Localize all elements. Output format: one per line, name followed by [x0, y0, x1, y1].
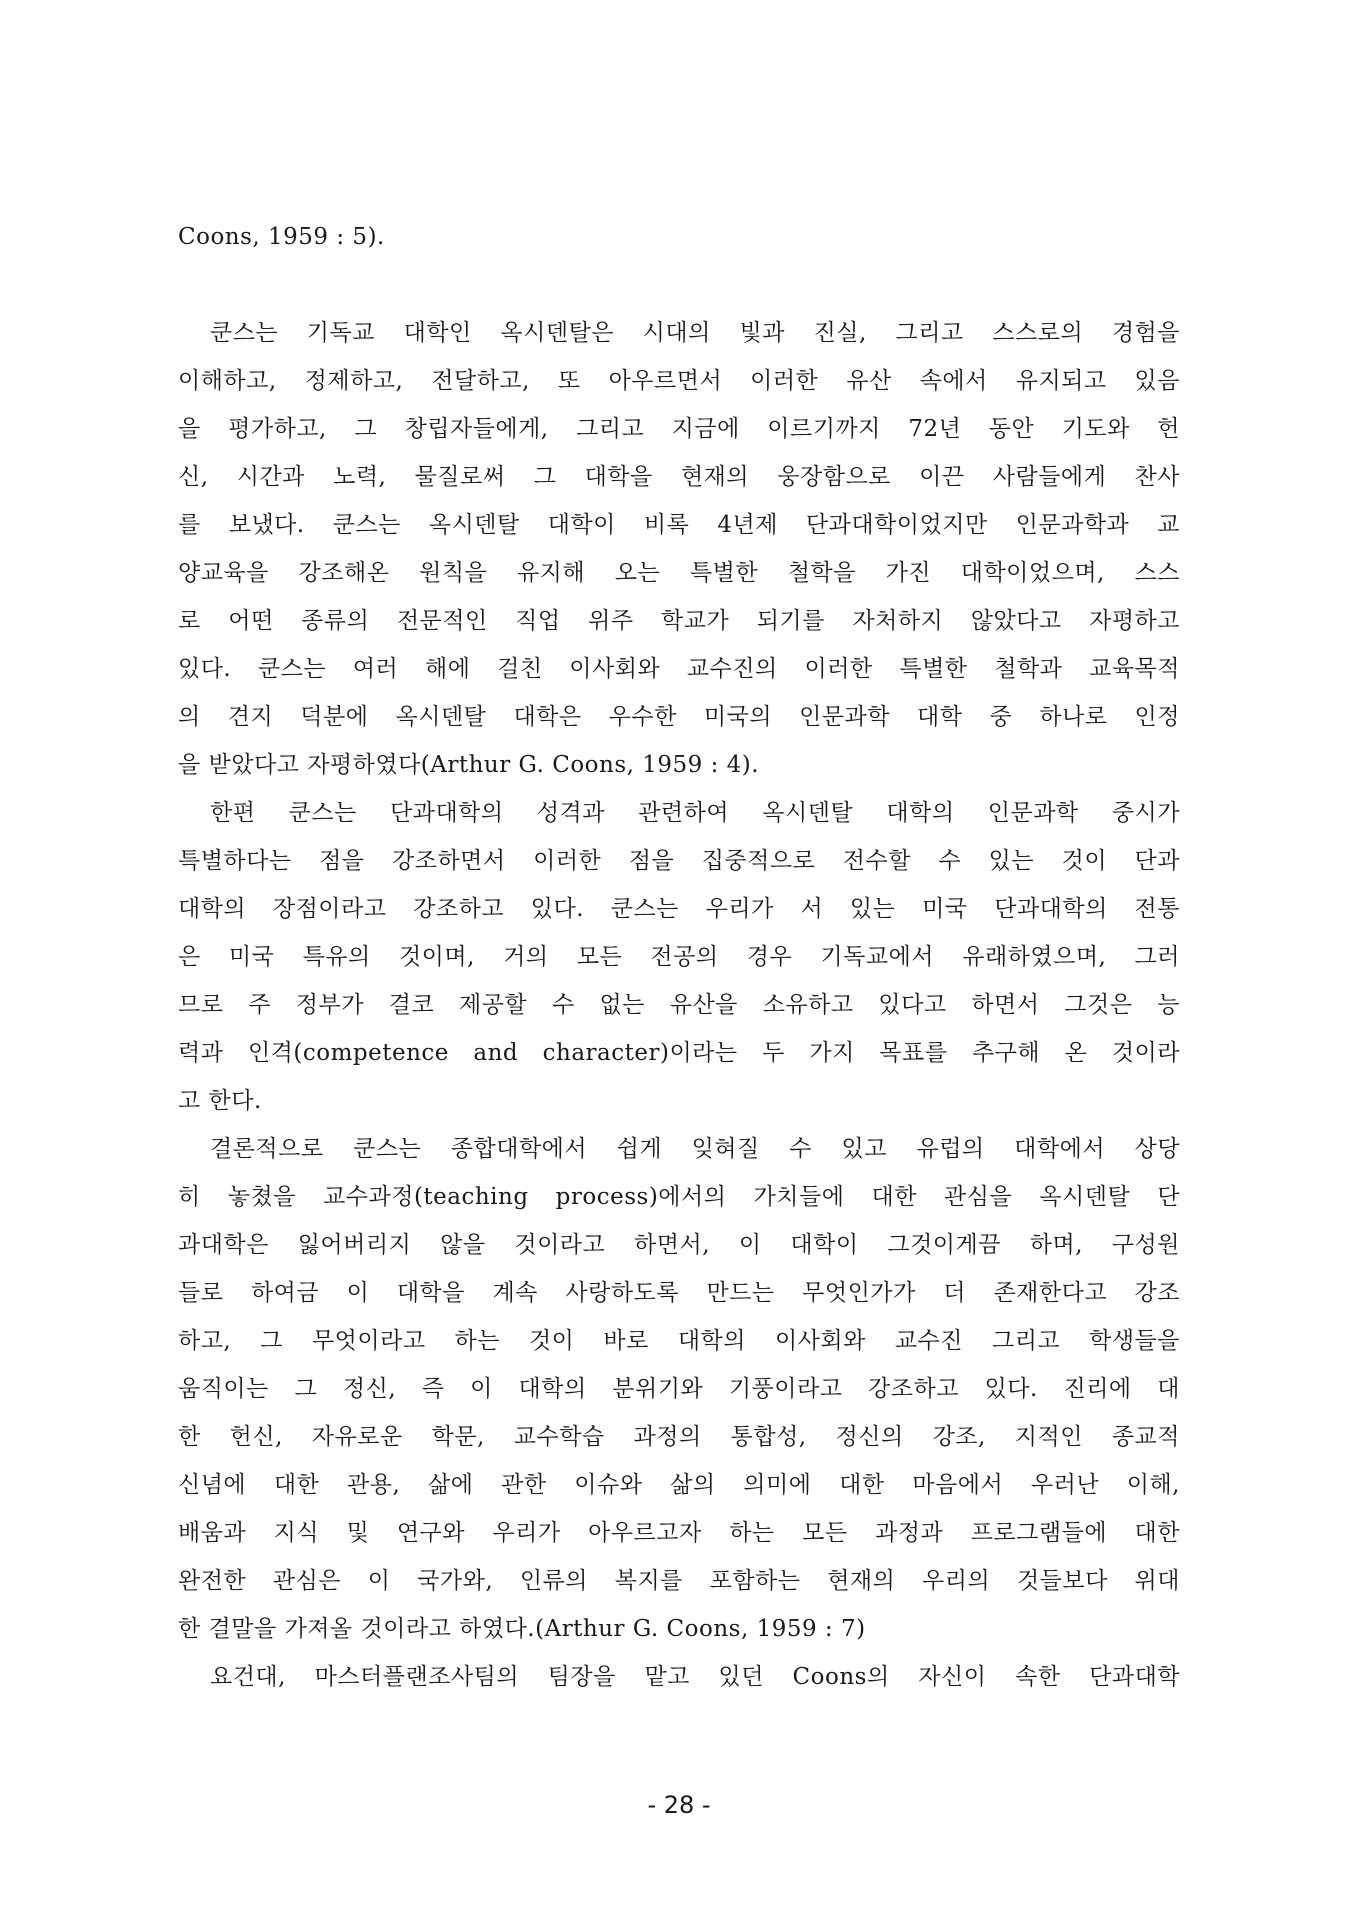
paragraph-3-line: 배움과 지식 및 연구와 우리가 아우르고자 하는 모든 과정과 프로그램들에 대한: [178, 1520, 1180, 1546]
paragraph-1-line: 있다. 쿤스는 여러 해에 걸친 이사회와 교수진의 이러한 특별한 철학과 교육목적: [178, 656, 1180, 682]
paragraph-2-line: 력과 인격(competence and character)이라는 두 가지 목표를 추구해 온 것이라: [178, 1040, 1180, 1066]
paragraph-4-line: 요건대, 마스터플랜조사팀의 팀장을 맡고 있던 Coons의 자신이 속한 단과대학: [210, 1664, 1180, 1690]
paragraph-1-line: 쿤스는 기독교 대학인 옥시덴탈은 시대의 빛과 진실, 그리고 스스로의 경험을: [210, 320, 1180, 346]
page-number: - 28 -: [647, 1791, 711, 1819]
paragraph-3-line: 한 결말을 가져올 것이라고 하였다.(Arthur G. Coons, 1959 : 7): [178, 1616, 866, 1642]
paragraph-2-line: 므로 주 정부가 결코 제공할 수 없는 유산을 소유하고 있다고 하면서 그것은 능: [178, 992, 1180, 1018]
paragraph-2-line: 대학의 장점이라고 강조하고 있다. 쿤스는 우리가 서 있는 미국 단과대학의 전통: [178, 896, 1180, 922]
paragraph-3-line: 하고, 그 무엇이라고 하는 것이 바로 대학의 이사회와 교수진 그리고 학생들을: [178, 1328, 1180, 1354]
paragraph-3-line: 신념에 대한 관용, 삶에 관한 이슈와 삶의 의미에 대한 마음에서 우러난 이해,: [178, 1472, 1180, 1498]
text-line: Coons, 1959 : 5).: [178, 224, 385, 250]
paragraph-3-line: 한 헌신, 자유로운 학문, 교수학습 과정의 통합성, 정신의 강조, 지적인 종교적: [178, 1424, 1180, 1450]
paragraph-2-line: 은 미국 특유의 것이며, 거의 모든 전공의 경우 기독교에서 유래하였으며, 그러: [178, 944, 1180, 970]
paragraph-2-line: 고 한다.: [178, 1088, 262, 1114]
paragraph-1-line: 을 받았다고 자평하였다(Arthur G. Coons, 1959 : 4).: [178, 752, 760, 778]
paragraph-2-line: 특별하다는 점을 강조하면서 이러한 점을 집중적으로 전수할 수 있는 것이 단과: [178, 848, 1180, 874]
paragraph-1-line: 을 평가하고, 그 창립자들에게, 그리고 지금에 이르기까지 72년 동안 기도와 헌: [178, 416, 1180, 442]
paragraph-3-line: 히 놓쳤을 교수과정(teaching process)에서의 가치들에 대한 관심을 옥시덴탈 단: [178, 1184, 1180, 1210]
paragraph-3-line: 들로 하여금 이 대학을 계속 사랑하도록 만드는 무엇인가가 더 존재한다고 강조: [178, 1280, 1180, 1306]
paragraph-1-line: 의 견지 덕분에 옥시덴탈 대학은 우수한 미국의 인문과학 대학 중 하나로 인정: [178, 704, 1180, 730]
paragraph-3-line: 과대학은 잃어버리지 않을 것이라고 하면서, 이 대학이 그것이게끔 하며, 구성원: [178, 1232, 1180, 1258]
paragraph-3-line: 움직이는 그 정신, 즉 이 대학의 분위기와 기풍이라고 강조하고 있다. 진리에 대: [178, 1376, 1180, 1402]
paragraph-2-line: 한편 쿤스는 단과대학의 성격과 관련하여 옥시덴탈 대학의 인문과학 중시가: [210, 800, 1180, 826]
paragraph-1-line: 양교육을 강조해온 원칙을 유지해 오는 특별한 철학을 가진 대학이었으며, 스스: [178, 560, 1180, 586]
paragraph-3-line: 결론적으로 쿤스는 종합대학에서 쉽게 잊혀질 수 있고 유럽의 대학에서 상당: [210, 1136, 1180, 1162]
paragraph-1-line: 로 어떤 종류의 전문적인 직업 위주 학교가 되기를 자처하지 않았다고 자평하고: [178, 608, 1180, 634]
paragraph-3-line: 완전한 관심은 이 국가와, 인류의 복지를 포함하는 현재의 우리의 것들보다 위대: [178, 1568, 1180, 1594]
paragraph-1-line: 신, 시간과 노력, 물질로써 그 대학을 현재의 웅장함으로 이끈 사람들에게 찬사: [178, 464, 1180, 490]
paragraph-1-line: 를 보냈다. 쿤스는 옥시덴탈 대학이 비록 4년제 단과대학이었지만 인문과학과 교: [178, 512, 1180, 538]
paragraph-1-line: 이해하고, 정제하고, 전달하고, 또 아우르면서 이러한 유산 속에서 유지되고 있음: [178, 368, 1180, 394]
